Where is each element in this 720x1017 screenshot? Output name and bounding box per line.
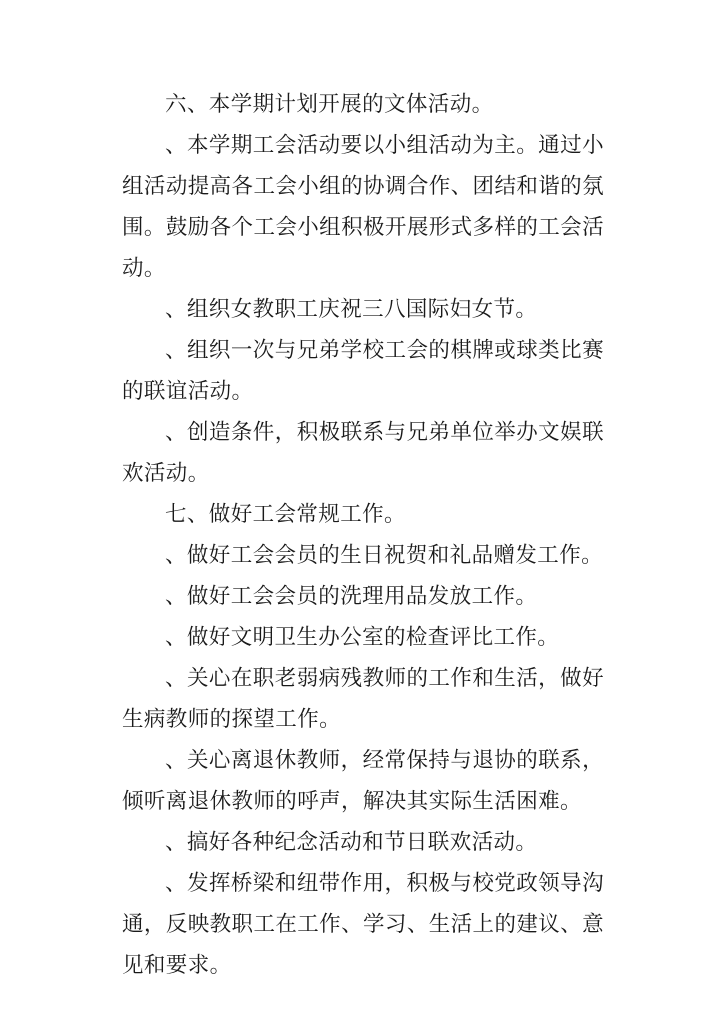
paragraph-commemorations: 、搞好各种纪念活动和节日联欢活动。 <box>165 830 538 855</box>
document-body <box>122 84 604 986</box>
paragraph-group-activities: 、本学期工会活动要以小组活动为主。通过小组活动提高各工会小组的协调合作、团结和谐的氛围。鼓励各个工会小组积极开展形式多样的工会活动。 <box>122 133 604 281</box>
paragraph-womens-day: 、组织女教职工庆祝三八国际妇女节。 <box>165 297 538 322</box>
section-heading-seven: 七、做好工会常规工作。 <box>165 502 406 527</box>
paragraph-retired-teachers: 、关心离退休教师，经常保持与退协的联系，倾听离退休教师的呼声，解决其实际生活困难。 <box>122 748 604 814</box>
paragraph-office-inspection: 、做好文明卫生办公室的检查评比工作。 <box>165 625 560 650</box>
paragraph-friendship-match: 、组织一次与兄弟学校工会的棋牌或球类比赛的联谊活动。 <box>122 338 604 404</box>
paragraph-bridge-role: 、发挥桥梁和纽带作用，积极与校党政领导沟通，反映教职工在工作、学习、生活上的建议、意见和要求。 <box>122 871 604 978</box>
paragraph-entertainment-event: 、创造条件，积极联系与兄弟单位举办文娱联欢活动。 <box>122 420 604 486</box>
paragraph-care-teachers: 、关心在职老弱病残教师的工作和生活，做好生病教师的探望工作。 <box>122 666 604 732</box>
section-heading-six: 六、本学期计划开展的文体活动。 <box>165 92 494 117</box>
paragraph-birthday-gifts: 、做好工会会员的生日祝贺和礼品赠发工作。 <box>165 543 604 568</box>
paragraph-toiletries: 、做好工会会员的洗理用品发放工作。 <box>165 584 538 609</box>
